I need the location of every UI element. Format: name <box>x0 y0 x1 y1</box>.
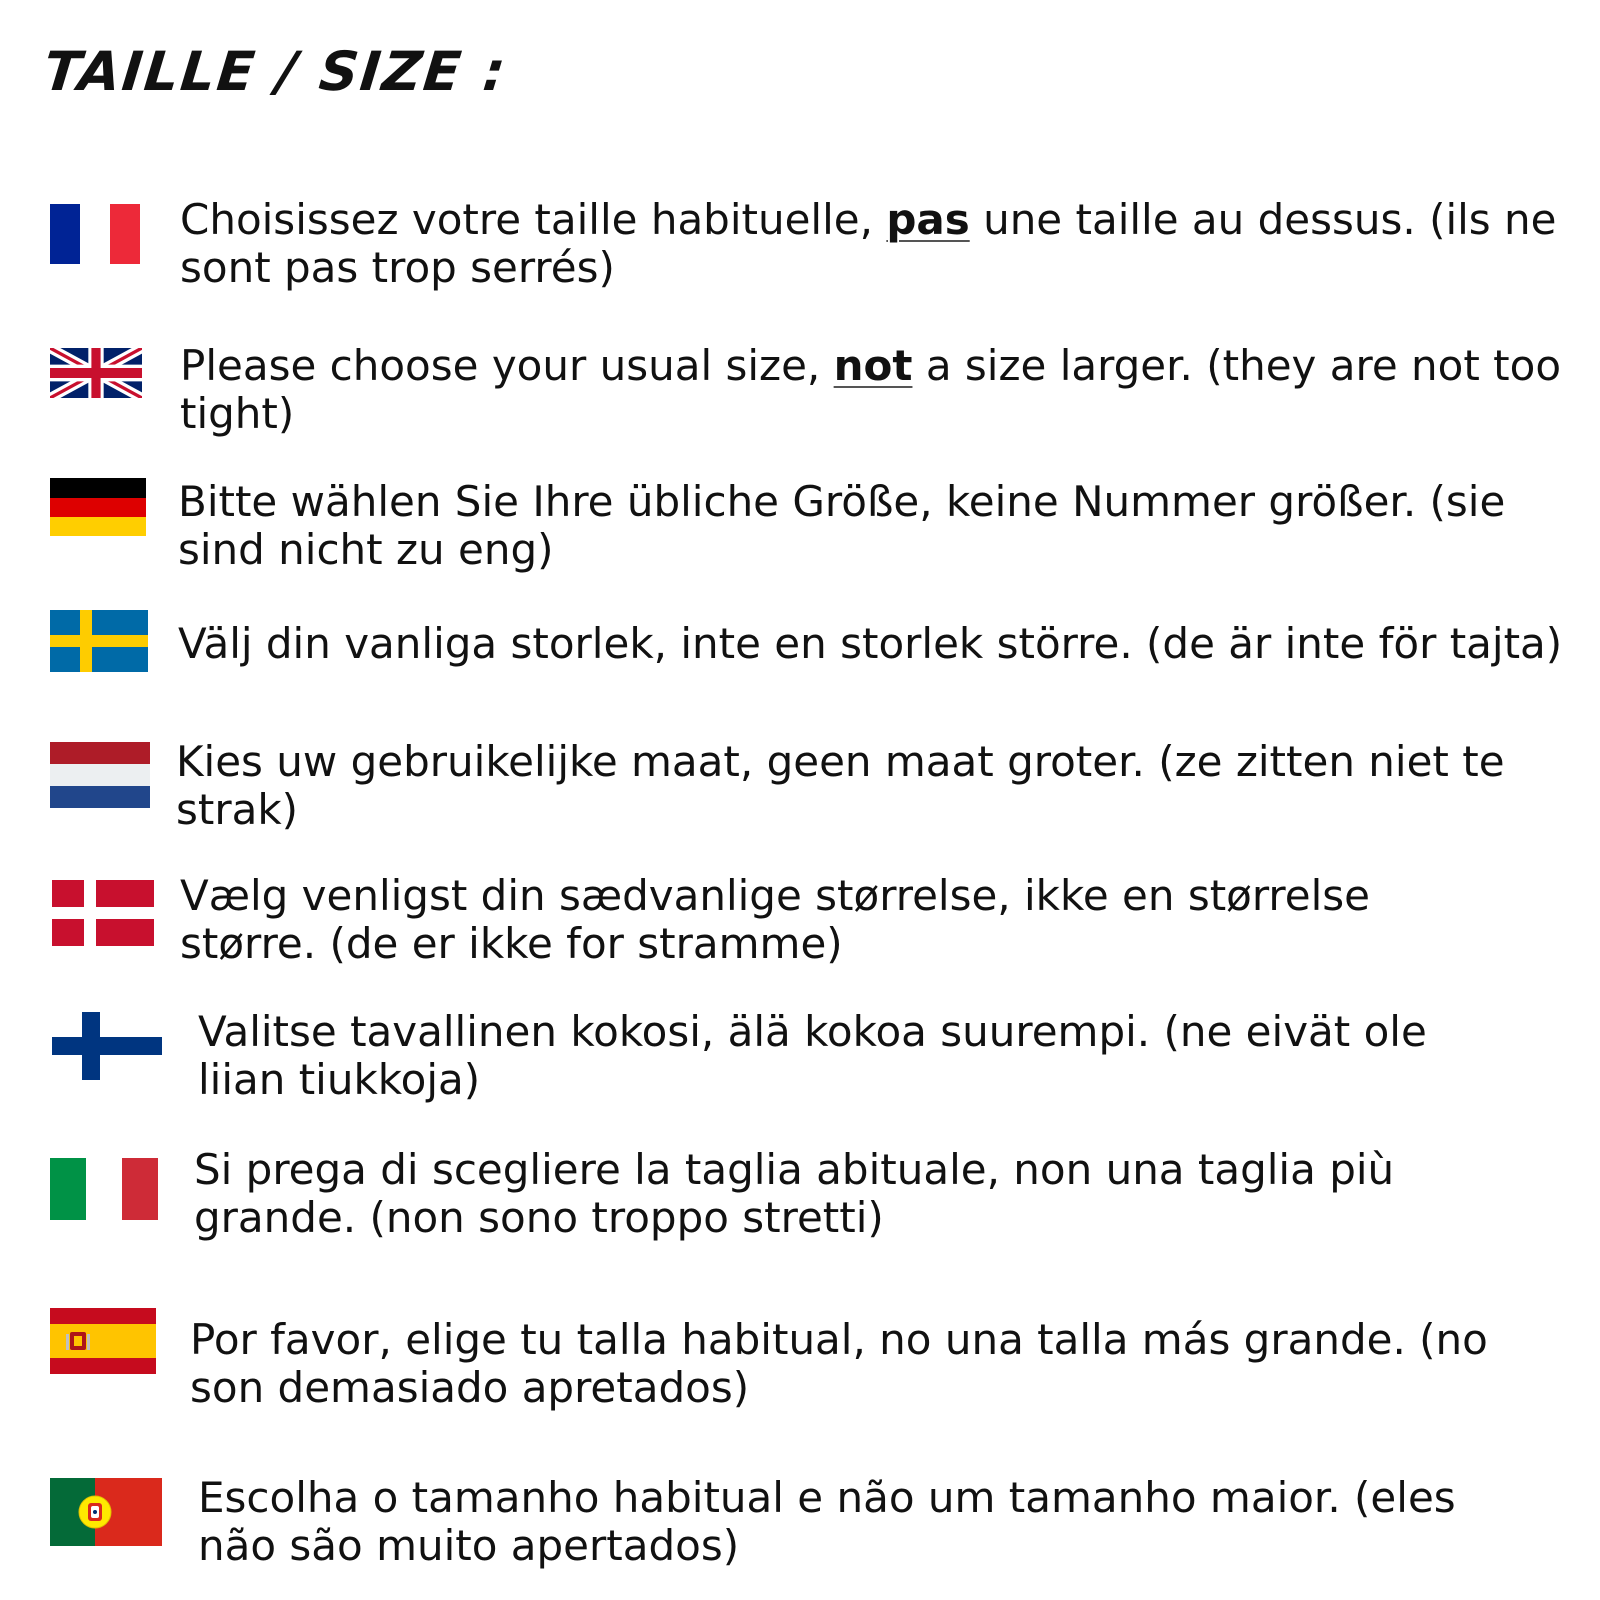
text-de: Bitte wählen Sie Ihre übliche Größe, keine Nummer größer. (sie sind nicht zu eng) <box>178 477 1506 574</box>
text-en-post: a size larger. (they are not too tight) <box>180 341 1562 438</box>
text-pt: Escolha o tamanho habitual e não um tamanho maior. (eles não são muito apertados) <box>198 1473 1456 1570</box>
flag-denmark-icon <box>52 880 154 946</box>
text-fi: Valitse tavallinen kokosi, älä kokoa suurempi. (ne eivät ole liian tiukkoja) <box>198 1007 1427 1104</box>
text-nl: Kies uw gebruikelijke maat, geen maat groter. (ze zitten niet te strak) <box>176 737 1505 834</box>
flag-france-icon <box>50 204 140 264</box>
flag-spain-icon <box>50 1308 156 1374</box>
text-da: Vælg venligst din sædvanlige størrelse, ikke en størrelse større. (de er ikke for stramme) <box>180 871 1370 968</box>
flag-netherlands-icon <box>50 742 150 808</box>
text-fr-emphasis: pas <box>886 195 970 244</box>
flag-sweden-icon <box>50 610 148 672</box>
flag-germany-icon <box>50 478 146 536</box>
page-title: TAILLE / SIZE : <box>40 40 511 103</box>
flag-finland-icon <box>52 1012 162 1080</box>
text-it: Si prega di scegliere la taglia abituale, non una taglia più grande. (non sono troppo stretti) <box>194 1145 1395 1242</box>
flag-uk-icon <box>50 348 142 398</box>
text-fr <box>180 196 1580 292</box>
text-en-pre: Please choose your usual size, <box>180 341 834 390</box>
text-fr-post: une taille au dessus. (ils ne sont pas trop serrés) <box>180 195 1557 292</box>
text-es: Por favor, elige tu talla habitual, no una talla más grande. (no son demasiado apretados) <box>190 1315 1488 1412</box>
flag-portugal-icon <box>50 1478 162 1546</box>
text-en <box>180 342 1580 438</box>
text-en-emphasis: not <box>833 341 913 390</box>
text-sv: Välj din vanliga storlek, inte en storlek större. (de är inte för tajta) <box>178 619 1563 668</box>
flag-italy-icon <box>50 1158 158 1220</box>
text-fr-pre: Choisissez votre taille habituelle, <box>180 195 887 244</box>
